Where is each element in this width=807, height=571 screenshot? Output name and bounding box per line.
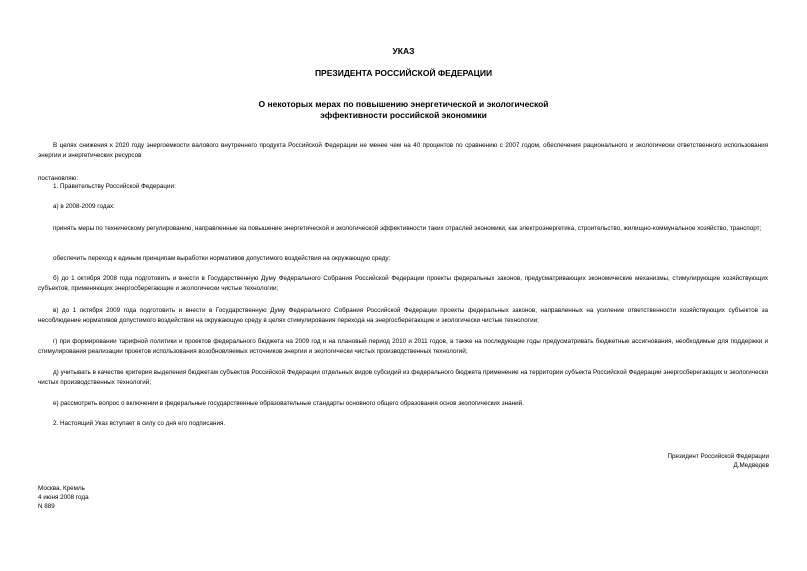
clause-g: г) при формировании тарифной политики и проектов федерального бюджета на 2009 год и на плановый период 2010 и 2011 годов, а также на последующие годы предусматривать бюджетные ассигнования, необходимые для поддержки и стимулирования реализации проектов использования возобновляемых источников энергии и экологически чистых производственных технологий;: [38, 338, 768, 355]
footer-number: N 889: [38, 503, 55, 510]
footer-date: 4 июня 2008 года: [38, 494, 89, 501]
signature-block: [667, 452, 769, 470]
clause-v: в) до 1 октября 2009 года подготовить и внести в Государственную Думу Федерального Собрания Российской Федерации проекты федеральных законов, направленных на усиление ответственности хозяйствующих субъектов за несоблюдение нормативов допустимого воздействия на окружающую среду в целях стимулирования перехода на энергосберегающие и экологически чистые технологии;: [38, 307, 768, 324]
clause-a: а) в 2008-2009 годах:: [53, 203, 115, 210]
title-line-2: эффективности российской экономики: [320, 110, 487, 120]
resolve-line: постановляю:: [38, 175, 79, 182]
issuer-heading: ПРЕЗИДЕНТА РОССИЙСКОЙ ФЕДЕРАЦИИ: [314, 68, 493, 78]
clause-e: е) рассмотреть вопрос о включении в федеральные государственные образовательные стандарты основного общего образования основ экологических знаний.: [53, 400, 524, 407]
footer-place: Москва, Кремль: [38, 485, 85, 492]
signatory-position: Президент Российской Федерации: [667, 453, 769, 460]
title-line-1: О некоторых мерах по повышению энергетической и экологической: [258, 99, 549, 109]
clause-1: 1. Правительству Российской Федерации:: [53, 183, 176, 190]
clause-b: б) до 1 октября 2008 года подготовить и внести в Государственную Думу Федерального Собрания Российской Федерации проекты федеральных законов, предусматривающих экономические механизмы, стимулирующие хозяйствующих субъектов, применяющих энергосберегающие и экологически чистые технологии;: [38, 275, 768, 292]
intro-paragraph: В целях снижения к 2020 году энергоемкости валового внутреннего продукта Российской Федерации не менее чем на 40 процентов по сравнению с 2007 годом, обеспечения рационального и экологически ответственного использования энергии и энергетических ресурсов: [38, 142, 768, 159]
signatory-name: Д.Медведев: [733, 462, 769, 469]
doc-type-heading: УКАЗ: [392, 46, 415, 56]
clause-d: д) учитывать в качестве критерия выделения бюджетам субъектов Российской Федерации отдельных видов субсидий из федерального бюджета применение на территории субъекта Российской Федерации энергосберегающих и экологически чистых производственных технологий;: [38, 369, 768, 386]
footer-block: [38, 484, 89, 511]
clause-a-2: обеспечить переход к единым принципам выработки нормативов допустимого воздействия на окружающую среду;: [53, 255, 391, 262]
clause-a-1: принять меры по техническому регулированию, направленные на повышение энергетической и экологической эффективности таких отраслей экономики, как электроэнергетика, строительство, жилищно-коммунальное хозяйство, транспорт;: [53, 225, 762, 232]
clause-2: 2. Настоящий Указ вступает в силу со дня его подписания.: [53, 420, 226, 427]
